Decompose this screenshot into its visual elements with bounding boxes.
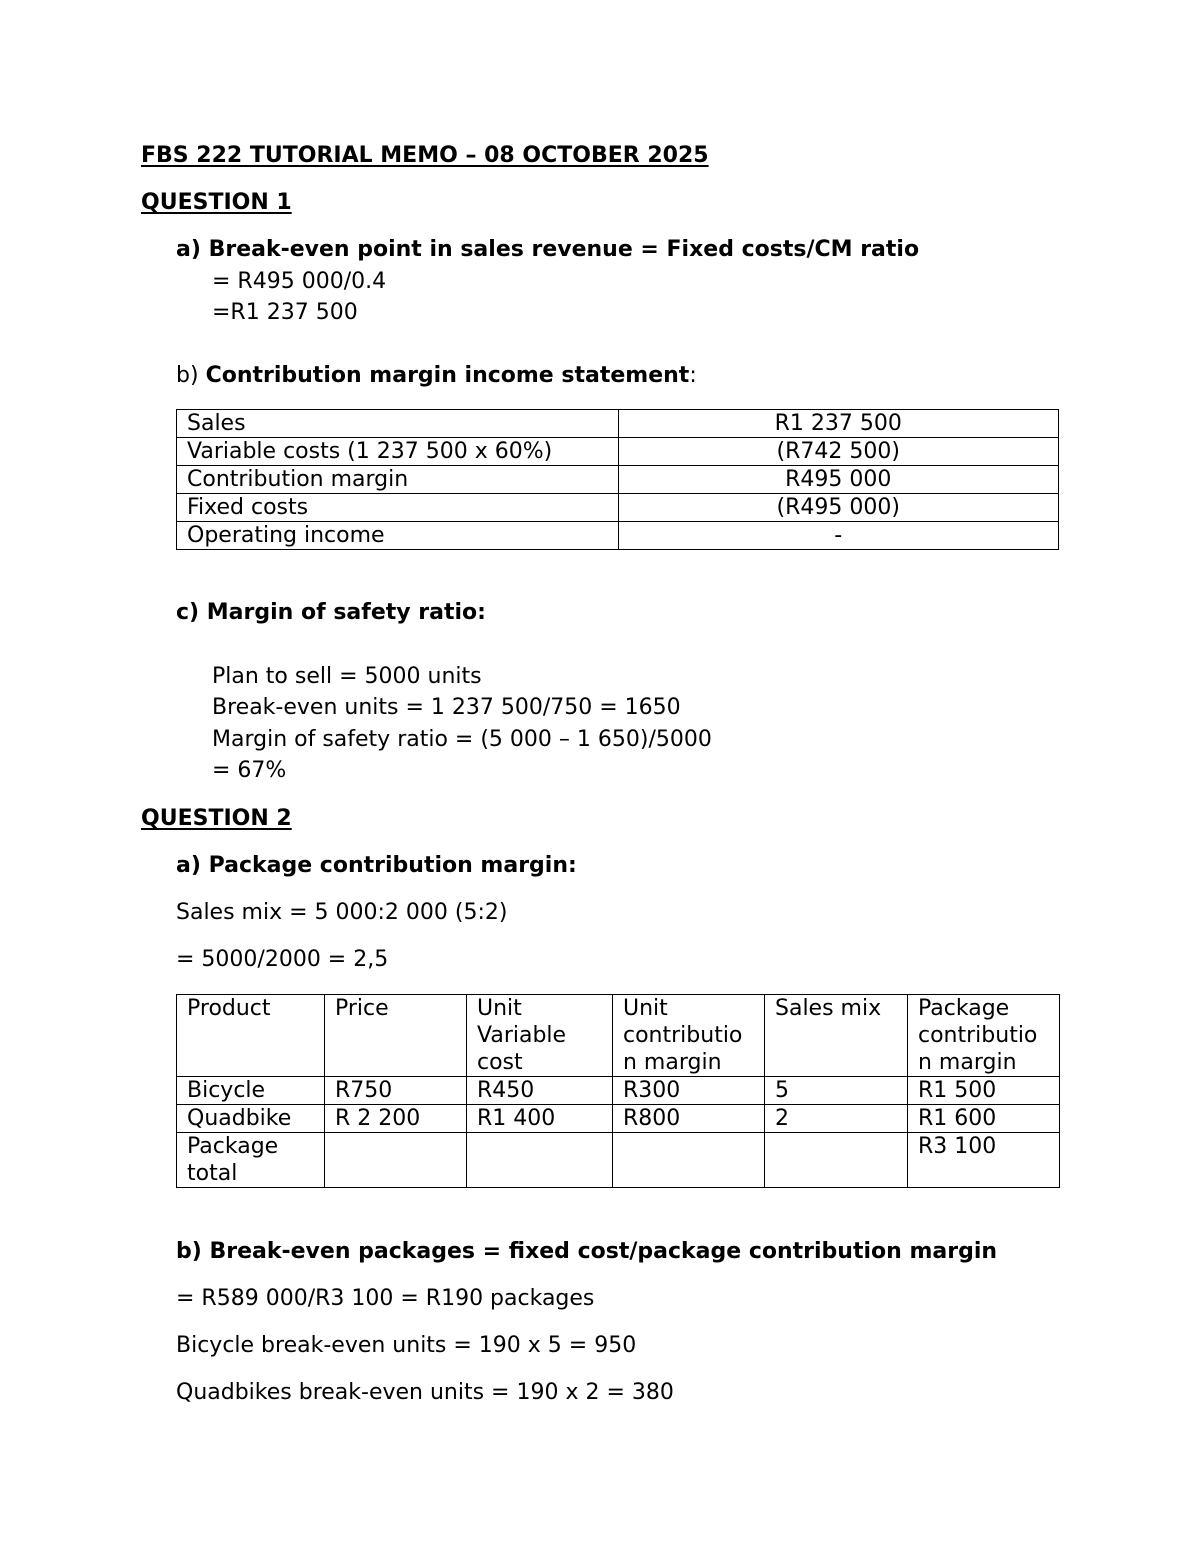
line-item-amount: (R495 000) <box>618 494 1058 522</box>
line-item-amount: R1 237 500 <box>618 410 1058 438</box>
table-cell <box>613 1133 765 1188</box>
table-row <box>177 1133 1060 1188</box>
table-cell: R750 <box>325 1077 467 1105</box>
q1c-heading <box>176 600 486 626</box>
line-item-label: Operating income <box>177 522 619 550</box>
q2b-title: Break-even packages = fixed cost/package contribution margin <box>209 1239 998 1264</box>
table-header-row <box>177 995 1060 1077</box>
table-row <box>177 410 1059 438</box>
table-row <box>177 1105 1060 1133</box>
table-cell <box>467 1133 613 1188</box>
column-header: Unit Variable cost <box>467 995 613 1077</box>
q2b-line-2: Bicycle break-even units = 190 x 5 = 950 <box>176 1333 637 1358</box>
table-cell: R1 400 <box>467 1105 613 1133</box>
table-cell: Package total <box>177 1133 325 1188</box>
q1a-line-1: = R495 000/0.4 <box>212 269 387 294</box>
table-cell: Bicycle <box>177 1077 325 1105</box>
q2a-heading <box>176 853 577 879</box>
q2b-line-1: = R589 000/R3 100 = R190 packages <box>176 1286 595 1311</box>
table-cell: R300 <box>613 1077 765 1105</box>
line-item-label: Contribution margin <box>177 466 619 494</box>
q1c-label: c) <box>176 600 200 625</box>
table-row <box>177 1077 1060 1105</box>
table-row <box>177 522 1059 550</box>
q1b-colon: : <box>689 363 697 388</box>
table-cell: R1 500 <box>908 1077 1060 1105</box>
q1a-heading <box>176 237 919 263</box>
table-cell: 5 <box>765 1077 908 1105</box>
table-cell: R800 <box>613 1105 765 1133</box>
column-header: Sales mix <box>765 995 908 1077</box>
q2a-line-2: = 5000/2000 = 2,5 <box>176 947 389 972</box>
column-header: Product <box>177 995 325 1077</box>
line-item-amount: R495 000 <box>618 466 1058 494</box>
table-cell: Quadbike <box>177 1105 325 1133</box>
q2a-line-1: Sales mix = 5 000:2 000 (5:2) <box>176 900 508 925</box>
q1c-line-3: Margin of safety ratio = (5 000 – 1 650)/5000 <box>212 727 712 752</box>
column-header: Price <box>325 995 467 1077</box>
table-row <box>177 494 1059 522</box>
table-cell <box>325 1133 467 1188</box>
q2a-title: Package contribution margin: <box>208 853 577 878</box>
q1b-label: b) <box>176 363 199 388</box>
table-cell: R1 600 <box>908 1105 1060 1133</box>
q2b-label: b) <box>176 1239 202 1264</box>
q1b-title: Contribution margin income statement <box>205 363 690 388</box>
line-item-label: Sales <box>177 410 619 438</box>
table-cell: R450 <box>467 1077 613 1105</box>
table-cell <box>765 1133 908 1188</box>
q1a-line-2: =R1 237 500 <box>212 300 358 325</box>
table-cell: R3 100 <box>908 1133 1060 1188</box>
line-item-label: Fixed costs <box>177 494 619 522</box>
line-item-amount: - <box>618 522 1058 550</box>
page-title: FBS 222 TUTORIAL MEMO – 08 OCTOBER 2025 <box>141 143 709 168</box>
column-header: Package contributio n margin <box>908 995 1060 1077</box>
table-row <box>177 466 1059 494</box>
q1c-line-1: Plan to sell = 5000 units <box>212 664 482 689</box>
q1c-line-4: = 67% <box>212 758 287 783</box>
contribution-margin-table <box>176 409 1059 550</box>
column-header: Unit contributio n margin <box>613 995 765 1077</box>
table-cell: 2 <box>765 1105 908 1133</box>
q1a-label: a) <box>176 237 201 262</box>
q1a-title: Break-even point in sales revenue = Fixed costs/CM ratio <box>208 237 920 262</box>
q2b-line-3: Quadbikes break-even units = 190 x 2 = 380 <box>176 1380 674 1405</box>
table-row <box>177 438 1059 466</box>
q2a-label: a) <box>176 853 201 878</box>
q1b-heading <box>176 363 697 389</box>
q1c-line-2: Break-even units = 1 237 500/750 = 1650 <box>212 695 681 720</box>
q2b-heading <box>176 1239 997 1265</box>
table-cell: R 2 200 <box>325 1105 467 1133</box>
line-item-amount: (R742 500) <box>618 438 1058 466</box>
line-item-label: Variable costs (1 237 500 x 60%) <box>177 438 619 466</box>
package-contribution-table <box>176 994 1060 1188</box>
question-2-heading: QUESTION 2 <box>141 806 292 831</box>
q1c-title: Margin of safety ratio: <box>206 600 486 625</box>
question-1-heading: QUESTION 1 <box>141 190 292 215</box>
